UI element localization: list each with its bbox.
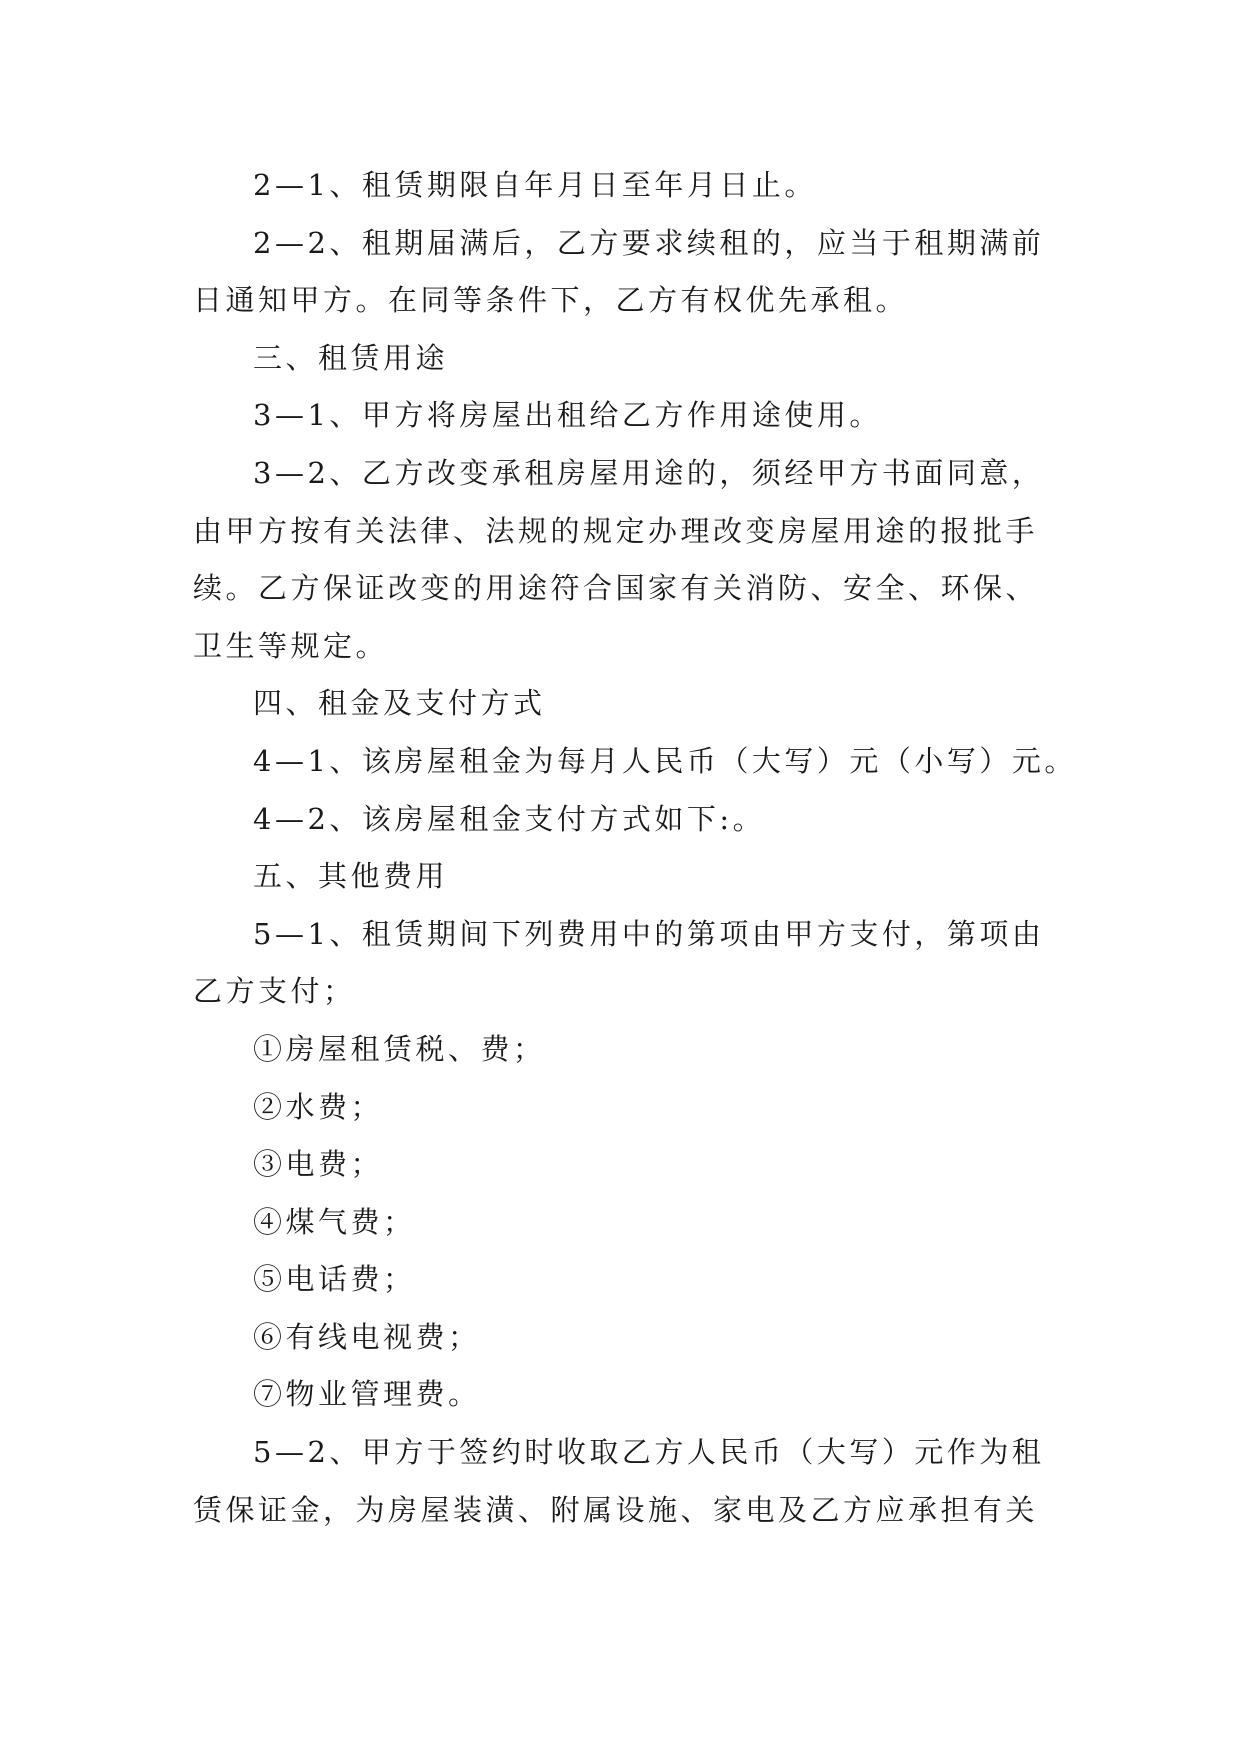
fee-item-7: ⑦物业管理费。	[253, 1377, 481, 1412]
section-heading-lease-use: 三、租赁用途	[253, 340, 449, 375]
clause-4-1: 4—1、该房屋租金为每月人民币（大写）元（小写）元。	[253, 743, 1077, 778]
clause-5-2-continued: 赁保证金，为房屋装潢、附属设施、家电及乙方应承担有关	[193, 1492, 1039, 1527]
clause-3-1: 3—1、甲方将房屋出租给乙方作用途使用。	[253, 398, 882, 433]
clause-3-2-continued-1: 由甲方按有关法律、法规的规定办理改变房屋用途的报批手	[193, 513, 1039, 548]
clause-3-2-continued-3: 卫生等规定。	[193, 628, 389, 663]
clause-2-1: 2—1、租赁期限自年月日至年月日止。	[253, 168, 817, 202]
clause-4-2: 4—2、该房屋租金支付方式如下:。	[253, 801, 766, 836]
fee-item-5: ⑤电话费；	[253, 1262, 416, 1297]
clause-3-2-continued-2: 续。乙方保证改变的用途符合国家有关消防、安全、环保、	[193, 571, 1039, 606]
fee-item-6: ⑥有线电视费；	[253, 1319, 481, 1354]
section-heading-other-fees: 五、其他费用	[253, 859, 449, 894]
clause-5-1-continued: 乙方支付；	[193, 974, 356, 1009]
clause-5-1: 5—1、租赁期间下列费用中的第项由甲方支付，第项由	[253, 916, 1045, 951]
fee-item-2: ②水费；	[253, 1089, 384, 1124]
fee-item-3: ③电费；	[253, 1147, 384, 1182]
clause-2-2: 2—2、租期届满后，乙方要求续租的，应当于租期满前	[253, 225, 1045, 260]
clause-5-2: 5—2、甲方于签约时收取乙方人民币（大写）元作为租	[253, 1435, 1045, 1470]
section-heading-rent-payment: 四、租金及支付方式	[253, 686, 546, 721]
clause-2-2-continued: 日通知甲方。在同等条件下，乙方有权优先承租。	[193, 283, 909, 318]
fee-item-1: ①房屋租赁税、费；	[253, 1031, 546, 1066]
document-body	[193, 157, 1077, 1539]
fee-item-4: ④煤气费；	[253, 1204, 416, 1239]
clause-3-2: 3—2、乙方改变承租房屋用途的，须经甲方书面同意，	[253, 455, 1045, 490]
